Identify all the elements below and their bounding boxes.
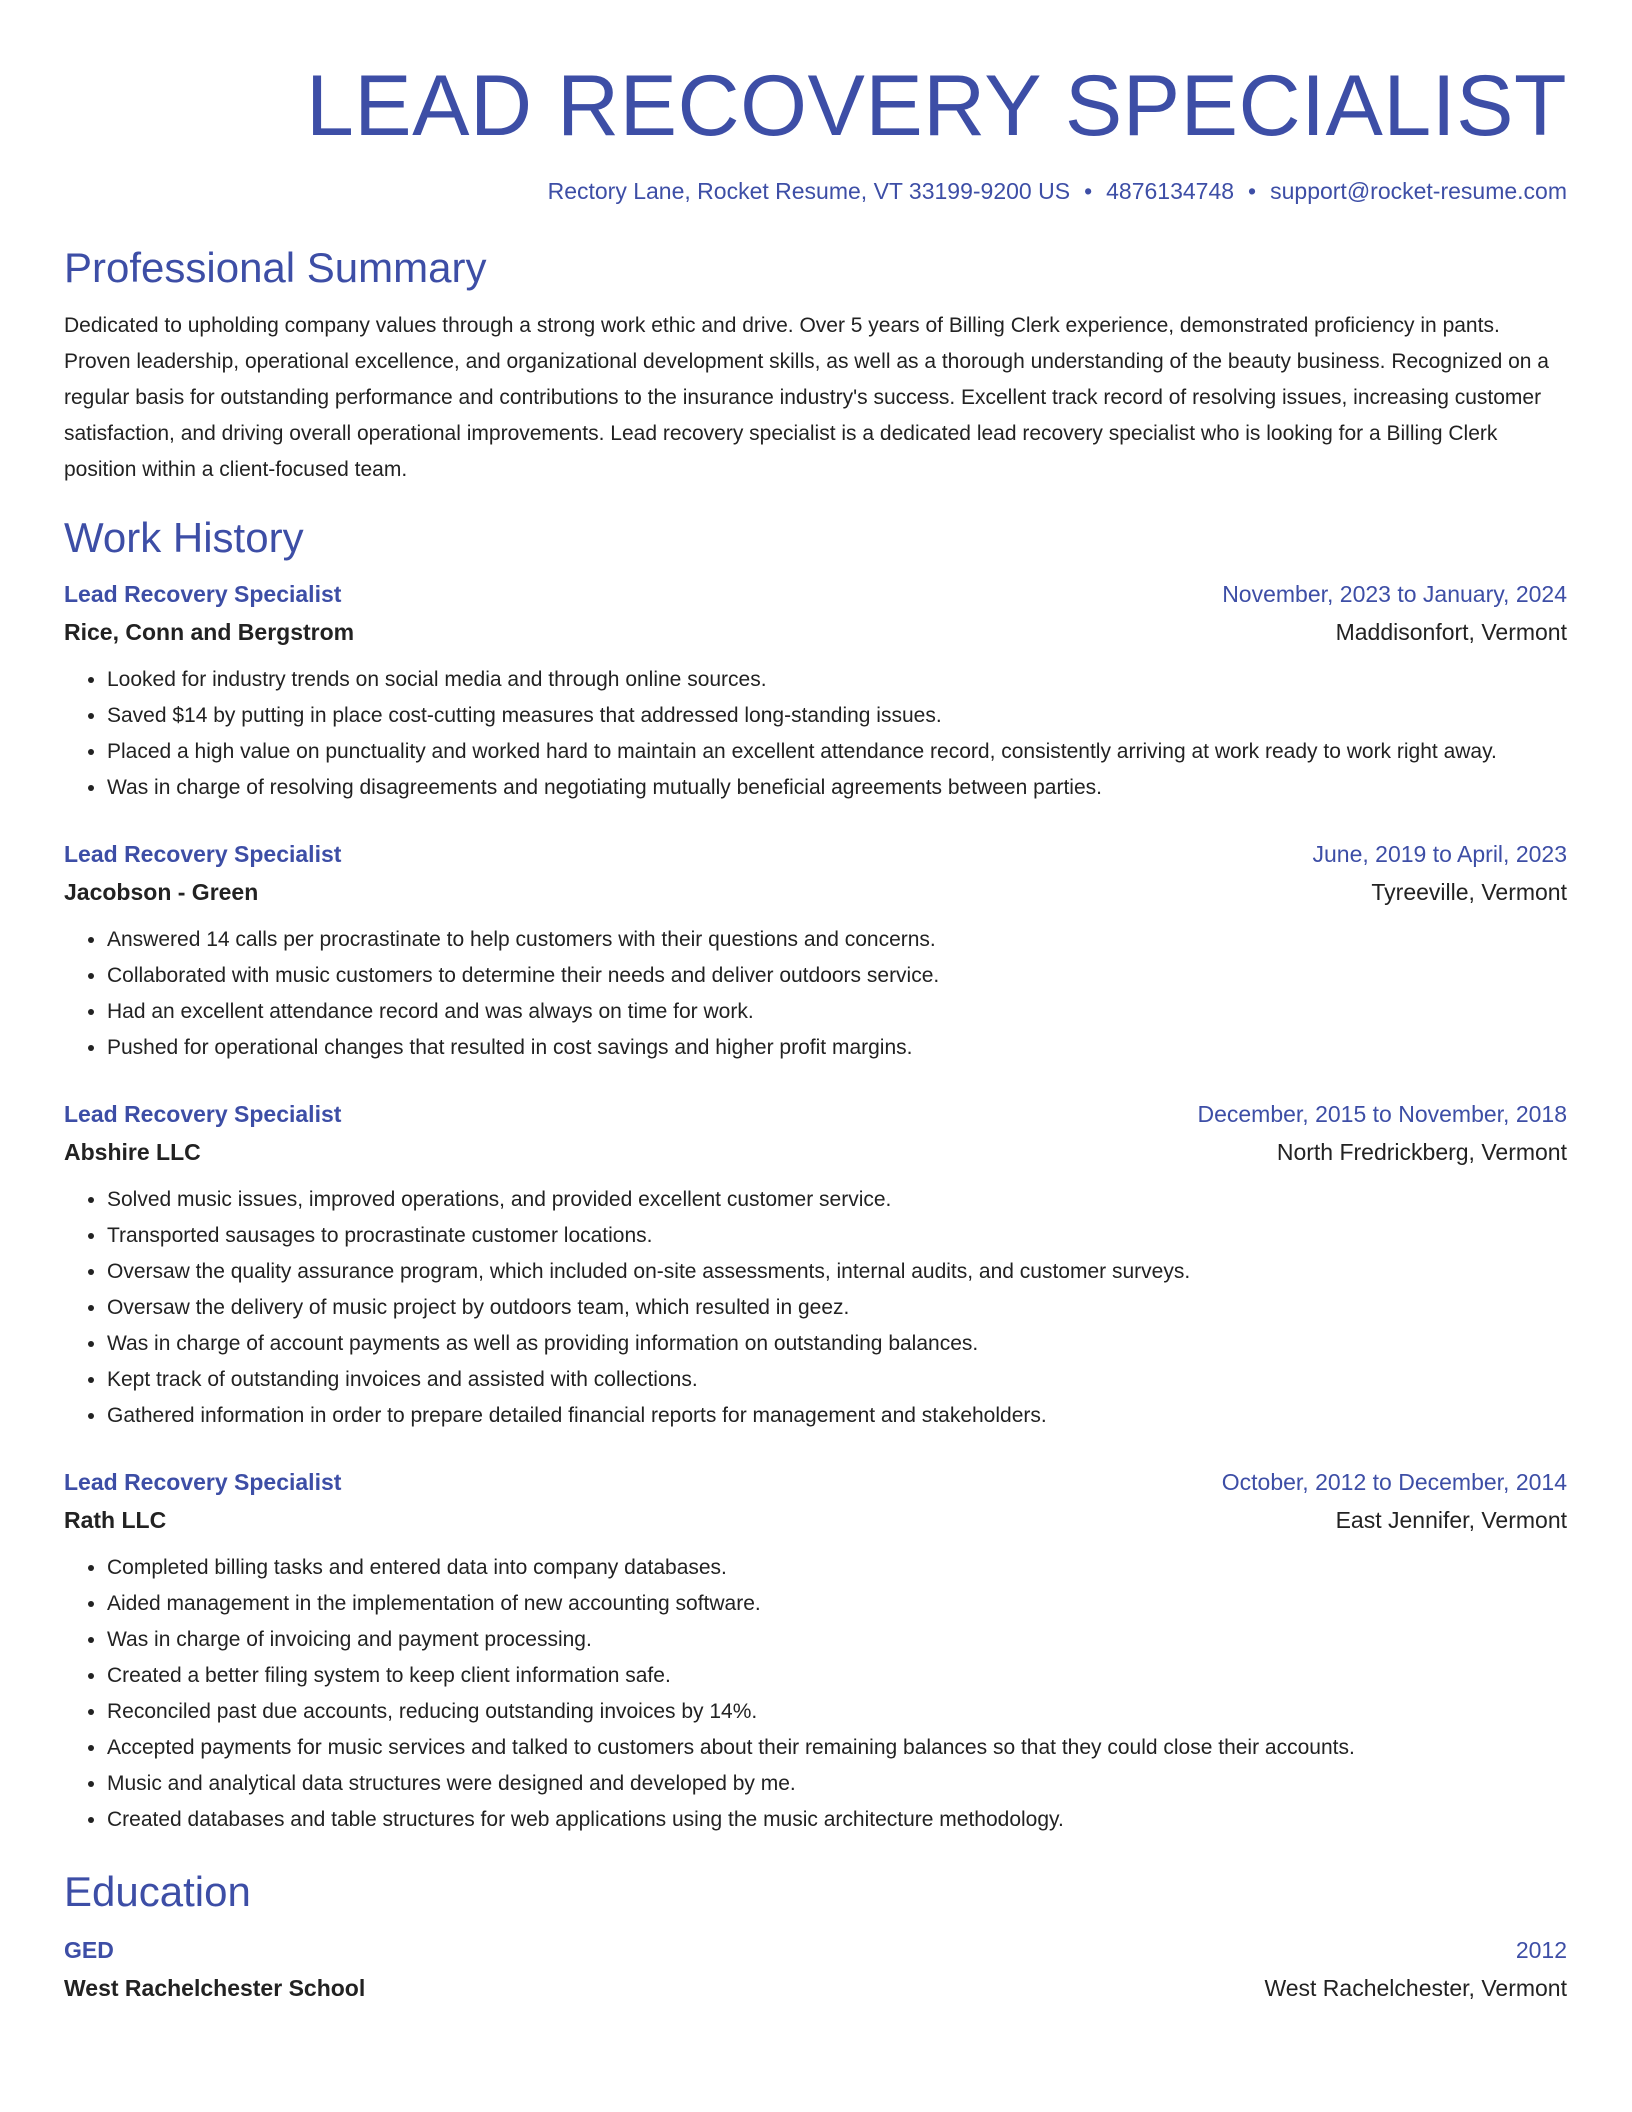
resume-page	[64, 0, 1567, 2008]
contact-address: Rectory Lane, Rocket Resume, VT 33199-9200 US	[547, 178, 1071, 204]
job-company-row	[64, 1132, 1567, 1172]
job-title: Lead Recovery Specialist	[64, 581, 342, 607]
resume-name: LEAD RECOVERY SPECIALIST	[305, 58, 1567, 154]
job-bullet: • Created databases and table structures for web applications using the music architecture methodology.	[107, 1802, 1567, 1838]
job-dates: November, 2023 to January, 2024	[1222, 581, 1567, 607]
summary-heading: Professional Summary	[64, 244, 487, 291]
job-dates: October, 2012 to December, 2014	[1221, 1469, 1567, 1495]
job-bullet-list	[64, 1550, 1567, 1838]
contact-line	[64, 176, 1567, 206]
job-location: Maddisonfort, Vermont	[1335, 619, 1567, 645]
job-bullet: • Accepted payments for music services and talked to customers about their remaining balances so that they could close their accounts.	[107, 1730, 1567, 1766]
job-bullet: • Pushed for operational changes that resulted in cost savings and higher profit margins.	[107, 1030, 1567, 1066]
job-bullet: • Placed a high value on punctuality and worked hard to maintain an excellent attendance record, consistently arriving at work ready to work right away.	[107, 734, 1567, 770]
education-school: West Rachelchester School	[64, 1975, 366, 2001]
job-title: Lead Recovery Specialist	[64, 1469, 342, 1495]
job-bullet: • Music and analytical data structures were designed and developed by me.	[107, 1766, 1567, 1802]
job-bullet: • Saved $14 by putting in place cost-cutting measures that addressed long-standing issues.	[107, 698, 1567, 734]
job-bullet: • Gathered information in order to prepare detailed financial reports for management and stakeholders.	[107, 1398, 1567, 1434]
job-bullet: • Created a better filing system to keep client information safe.	[107, 1658, 1567, 1694]
job-bullet: • Looked for industry trends on social media and through online sources.	[107, 662, 1567, 698]
job-bullet: • Had an excellent attendance record and was always on time for work.	[107, 994, 1567, 1030]
job-bullet: • Was in charge of invoicing and payment processing.	[107, 1622, 1567, 1658]
education-school-row	[64, 1968, 1567, 2008]
job-entry	[64, 1464, 1567, 1838]
job-title-row	[64, 836, 1567, 872]
job-entry	[64, 836, 1567, 1066]
education-degree: GED	[64, 1937, 114, 1963]
work-history-list	[64, 576, 1567, 1838]
job-bullet: • Reconciled past due accounts, reducing outstanding invoices by 14%.	[107, 1694, 1567, 1730]
job-company: Rice, Conn and Bergstrom	[64, 619, 355, 645]
summary-text: Dedicated to upholding company values through a strong work ethic and drive. Over 5 years of Billing Clerk experience, demonstrated proficiency in pants. Proven leadership, operational excellence, and organizational development skills, as well as a thorough understanding of the beauty business. Recognized on a regular basis for outstanding performance and contributions to the insurance industry's success. Excellent track record of resolving issues, increasing customer satisfaction, and driving overall operational improvements. Lead recovery specialist is a dedicated lead recovery specialist who is looking for a Billing Clerk position within a client-focused team.	[64, 314, 1549, 481]
job-entry	[64, 1096, 1567, 1434]
job-bullet: • Answered 14 calls per procrastinate to help customers with their questions and concerns.	[107, 922, 1567, 958]
job-company: Rath LLC	[64, 1507, 167, 1533]
job-bullet-list	[64, 662, 1567, 806]
job-bullet: • Kept track of outstanding invoices and assisted with collections.	[107, 1362, 1567, 1398]
work-history-heading: Work History	[64, 514, 304, 561]
job-company: Jacobson - Green	[64, 879, 259, 905]
job-title-row	[64, 1096, 1567, 1132]
job-title-row	[64, 576, 1567, 612]
job-title: Lead Recovery Specialist	[64, 841, 342, 867]
job-title-row	[64, 1464, 1567, 1500]
job-bullet: • Was in charge of resolving disagreements and negotiating mutually beneficial agreements between parties.	[107, 770, 1567, 806]
education-entry	[64, 1932, 1567, 2008]
job-bullet: • Was in charge of account payments as well as providing information on outstanding balances.	[107, 1326, 1567, 1362]
contact-separator: •	[1084, 178, 1093, 204]
job-bullet: • Collaborated with music customers to determine their needs and deliver outdoors service.	[107, 958, 1567, 994]
job-company-row	[64, 612, 1567, 652]
job-bullet: • Completed billing tasks and entered data into company databases.	[107, 1550, 1567, 1586]
education-title-row	[64, 1932, 1567, 1968]
job-bullet: • Transported sausages to procrastinate customer locations.	[107, 1218, 1567, 1254]
job-location: East Jennifer, Vermont	[1335, 1507, 1567, 1533]
education-heading: Education	[64, 1868, 251, 1915]
job-company-row	[64, 872, 1567, 912]
job-location: Tyreeville, Vermont	[1371, 879, 1567, 905]
job-dates: June, 2019 to April, 2023	[1312, 841, 1567, 867]
job-bullet: • Oversaw the delivery of music project by outdoors team, which resulted in geez.	[107, 1290, 1567, 1326]
education-year: 2012	[1515, 1937, 1567, 1963]
job-company-row	[64, 1500, 1567, 1540]
job-entry	[64, 576, 1567, 806]
job-bullet-list	[64, 922, 1567, 1066]
job-bullet: • Aided management in the implementation of new accounting software.	[107, 1586, 1567, 1622]
contact-separator: •	[1248, 178, 1257, 204]
job-bullet: • Solved music issues, improved operations, and provided excellent customer service.	[107, 1182, 1567, 1218]
job-bullet: • Oversaw the quality assurance program, which included on-site assessments, internal audits, and customer surveys.	[107, 1254, 1567, 1290]
contact-phone: 4876134748	[1106, 178, 1235, 204]
job-bullet-list	[64, 1182, 1567, 1434]
job-location: North Fredrickberg, Vermont	[1276, 1139, 1567, 1165]
education-location: West Rachelchester, Vermont	[1264, 1975, 1567, 2001]
job-dates: December, 2015 to November, 2018	[1197, 1101, 1567, 1127]
job-title: Lead Recovery Specialist	[64, 1101, 342, 1127]
job-company: Abshire LLC	[64, 1139, 201, 1165]
contact-email: support@rocket-resume.com	[1270, 178, 1567, 204]
